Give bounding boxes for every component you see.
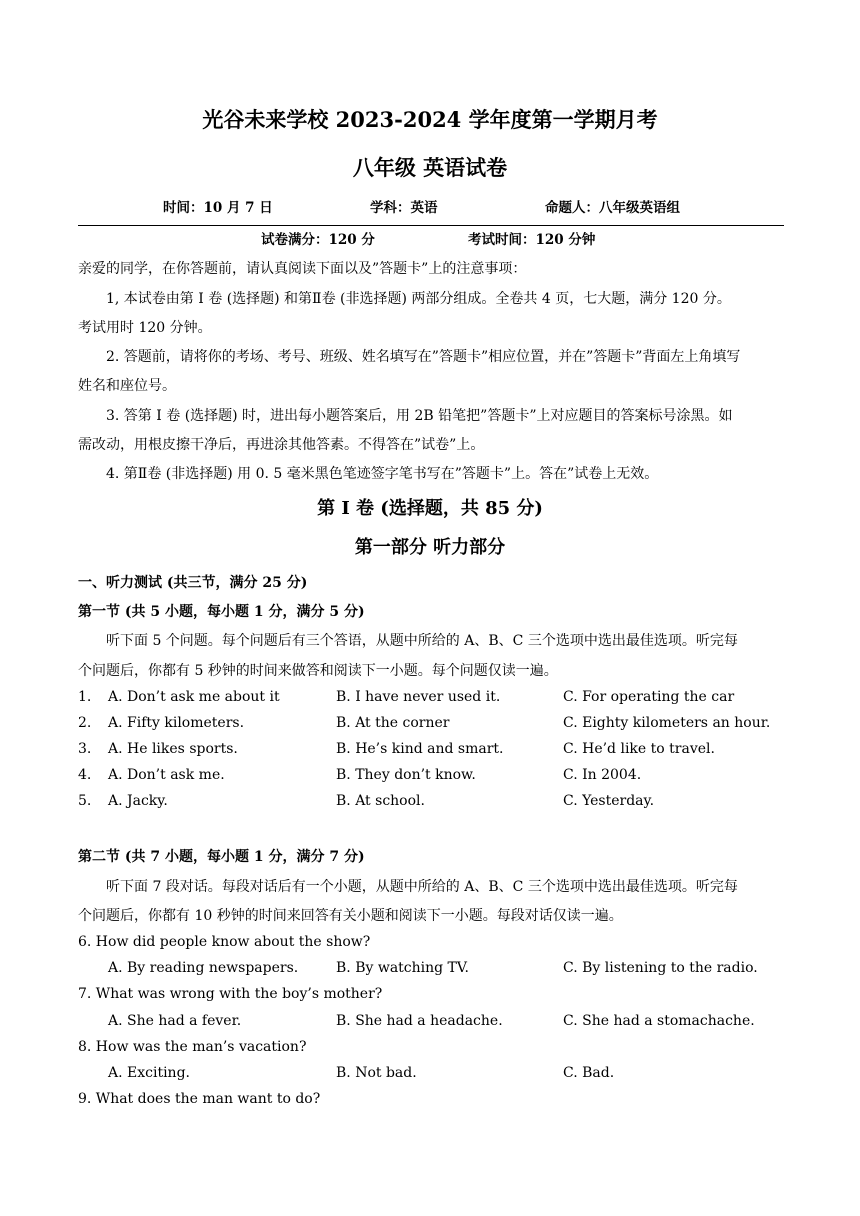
option-a: A. She had a fever. [108, 1013, 242, 1029]
exam-subject: 学科：英语 [370, 200, 438, 216]
option-c: C. By listening to the radio. [563, 960, 758, 976]
question-number: 4. [78, 767, 92, 783]
option-c: C. For operating the car [563, 689, 735, 705]
section-2-heading: 第二节 (共 7 小题，每小题 1 分，满分 7 分) [78, 849, 365, 865]
section-1-instructions: 听下面 5 个问题。每个问题后有三个答语，从题中所给的 A、B、C 三个选项中选出最佳选项。听完每 [106, 633, 738, 649]
exam-date: 时间：10 月 7 日 [163, 200, 273, 216]
question-number: 3. [78, 741, 92, 757]
notice-item-3-cont: 需改动，用根皮擦干净后，再进涂其他答素。不得答在”试卷”上。 [78, 437, 485, 453]
part-1-title: 第一部分 听力部分 [354, 537, 506, 558]
option-b: B. They don’t know. [336, 767, 476, 783]
notice-item-1-cont: 考试用时 120 分钟。 [78, 320, 212, 336]
option-a: A. Don’t ask me. [108, 767, 225, 783]
exam-author: 命题人：八年级英语组 [545, 200, 680, 216]
option-b: B. By watching TV. [336, 960, 470, 976]
option-a: A. Jacky. [108, 793, 168, 809]
option-b: B. She had a headache. [336, 1013, 503, 1029]
section-2-instructions: 听下面 7 段对话。每段对话后有一个小题，从题中所给的 A、B、C 三个选项中选出最佳选项。听完每 [106, 879, 738, 895]
exam-subtitle: 八年级 英语试卷 [352, 155, 508, 180]
option-b: B. Not bad. [336, 1065, 417, 1081]
option-b: B. He’s kind and smart. [336, 741, 504, 757]
exam-duration: 考试时间：120 分钟 [468, 232, 596, 248]
notice-intro: 亲爱的同学，在你答题前，请认真阅读下面以及”答题卡”上的注意事项： [78, 261, 527, 277]
question-number: 5. [78, 793, 92, 809]
notice-item-4: 4. 第Ⅱ卷 (非选择题) 用 0. 5 毫米黑色笔迹签字笔书写在”答题卡”上。答在”试卷上无效。 [106, 466, 659, 482]
option-a: A. Exciting. [108, 1065, 190, 1081]
listening-section-title: 一、听力测试 (共三节，满分 25 分) [78, 575, 308, 591]
option-a: A. By reading newspapers. [108, 960, 299, 976]
question-text: 6. How did people know about the show? [78, 934, 371, 950]
full-score: 试卷满分：120 分 [261, 232, 375, 248]
notice-item-2: 2. 答题前，请将你的考场、考号、班级、姓名填写在”答题卡”相应位置，并在”答题卡”背面左上角填写 [106, 349, 741, 365]
notice-item-1: 1, 本试卷由第 I 卷 (选择题) 和第Ⅱ卷 (非选择题) 两部分组成。全卷共 4 页，七大题，满分 120 分。 [106, 291, 731, 307]
option-a: A. He likes sports. [108, 741, 238, 757]
header-divider [78, 225, 784, 226]
question-text: 9. What does the man want to do? [78, 1091, 321, 1107]
option-c: C. Eighty kilometers an hour. [563, 715, 771, 731]
option-c: C. He’d like to travel. [563, 741, 715, 757]
question-number: 1. [78, 689, 92, 705]
option-c: C. She had a stomachache. [563, 1013, 755, 1029]
option-c: C. Yesterday. [563, 793, 655, 809]
question-number: 2. [78, 715, 92, 731]
section-1-heading: 第一节 (共 5 小题，每小题 1 分，满分 5 分) [78, 604, 365, 620]
option-a: A. Don’t ask me about it [108, 689, 280, 705]
option-c: C. Bad. [563, 1065, 615, 1081]
option-a: A. Fifty kilometers. [108, 715, 245, 731]
question-text: 7. What was wrong with the boy’s mother? [78, 986, 383, 1002]
option-c: C. In 2004. [563, 767, 642, 783]
exam-title: 光谷未来学校 2023-2024 学年度第一学期月考 [202, 107, 658, 132]
notice-item-3: 3. 答第 I 卷 (选择题) 时，进出每小题答案后，用 2B 铅笔把”答题卡”上对应题目的答案标号涂黑。如 [106, 408, 733, 424]
section-2-instructions-cont: 个问题后，你都有 10 秒钟的时间来回答有关小题和阅读下一小题。每段对话仅读一遍。 [78, 908, 623, 924]
option-b: B. At school. [336, 793, 425, 809]
notice-item-2-cont: 姓名和座位号。 [78, 378, 176, 394]
section-1-instructions-cont: 个问题后，你都有 5 秒钟的时间来做答和阅读下一小题。每个问题仅读一遍。 [78, 663, 558, 679]
volume-1-title: 第 I 卷 (选择题，共 85 分) [317, 498, 543, 519]
option-b: B. I have never used it. [336, 689, 501, 705]
question-text: 8. How was the man’s vacation? [78, 1039, 307, 1055]
option-b: B. At the corner [336, 715, 450, 731]
